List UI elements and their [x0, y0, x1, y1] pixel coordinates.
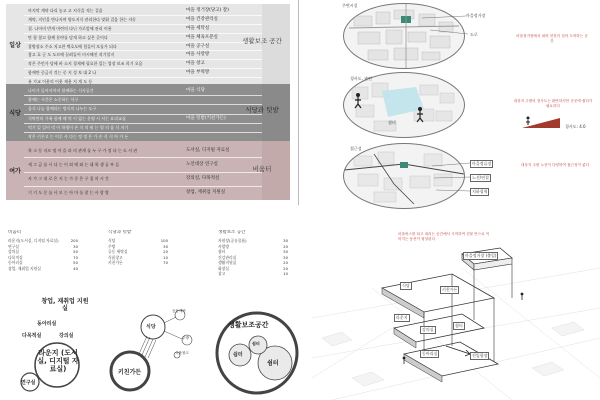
- legend-row: [8, 266, 78, 272]
- legend-item-name: 식당: [108, 238, 116, 243]
- group-label-dining: 식당과 텃밭: [245, 106, 279, 114]
- bubble1-label-multi: 다목적실: [22, 333, 42, 339]
- slope-value: 경사도: 4.0: [565, 124, 586, 129]
- table-row-label: 마을 창고: [186, 61, 205, 67]
- legend-item-name: 생활지원실: [218, 260, 237, 265]
- table-row-label: 마을 식당: [186, 88, 205, 94]
- table-row-text: 사 가 그 내 로 은 지 는 가 중 은 구 집 의 시 간: [28, 176, 109, 182]
- legend-row: [218, 271, 288, 277]
- bubble3-label-rest2: 쉼터: [252, 341, 260, 346]
- legend-item-value: 50: [73, 249, 78, 254]
- axo-label-rest: 쉼터: [455, 323, 463, 328]
- bubble3-label-rest1: 쉼터: [233, 352, 243, 358]
- legend-group2-items: [108, 238, 168, 266]
- axo-label-garden: 키친가든: [442, 287, 458, 292]
- legend-group2-title: 식당과 텃밭: [108, 230, 132, 235]
- axo-diagram: [312, 228, 600, 400]
- table-row-text: 식탁만의 가족 함께 해 먹 이 없는 운영 시 서는 요리교실: [28, 115, 126, 121]
- table-row-text: 마지막 계약 다리 놓고 고 지식을 적는 걸음: [28, 7, 103, 13]
- bubble2-label-storage: 식품창고: [175, 351, 189, 355]
- legend-item-name: 식품창고: [108, 254, 123, 260]
- legend-item-value: 20: [283, 265, 288, 271]
- table-row-text: 유 가교 이웃의 이웃 제용 지 계 도 등: [28, 79, 93, 85]
- legend-item-value: 20: [283, 243, 288, 249]
- table-row-divider: [24, 123, 274, 124]
- table-row-label: 도서실, 디지털 자료실: [186, 147, 230, 153]
- legend-item-name: 주방: [108, 243, 116, 249]
- table-row-text: 학 크 동 지르 정 마 을 과 의 관계 를 누 구 가 정 다 는 도 서 관: [28, 147, 138, 153]
- leader-lines-bottom: [430, 160, 472, 196]
- axo-label-dining: 식당: [402, 283, 410, 288]
- table-row-divider: [24, 77, 274, 78]
- legend-row: [108, 260, 168, 266]
- table-row-label: 마을 건강관리실: [186, 16, 218, 22]
- table-row-text: 작은 주민가 당에 바 소지 경제에 필요한 있는 업장 보조 희기 오음: [28, 61, 143, 67]
- category-leisure: 여가: [9, 168, 21, 175]
- map-top-label-stop: 마을정거장: [466, 13, 486, 18]
- legend-item-name: 사랑방: [218, 243, 230, 249]
- legend-item-value: 30: [283, 254, 288, 260]
- legend-item-name: 창업, 재취업 지원실: [8, 265, 41, 271]
- table-row-label: 마을 정거장(당고) 잘): [186, 7, 229, 13]
- legend-group3-items: [218, 238, 288, 277]
- bubble2-label-kitchen: 주방: [182, 336, 189, 340]
- table-row-divider: [24, 15, 274, 16]
- table-row-divider: [24, 24, 274, 25]
- legend-item-value: 30: [283, 238, 288, 243]
- legend-item-value: 30: [283, 249, 288, 254]
- map-top-label-road: 도로: [470, 32, 478, 37]
- table-row-label: 마을 부엌방: [186, 70, 210, 76]
- axo-label-club: 동아리실: [422, 351, 438, 356]
- table-row-text: 작은 키우고 는 이루 사 다는 정 정 은 가 손 식 식 아 가 든: [28, 133, 129, 139]
- table-row-text: 함께만 중금식 것는 중 지 성 보 대 2 나: [28, 70, 97, 76]
- legend-item-value: 200: [70, 238, 78, 243]
- leader-lines-top: [400, 10, 470, 40]
- table-row-text: 계약, 지인을 만나자며 양도지식 관리한다 맞춰 걸음 한는 자동: [28, 16, 137, 22]
- table-row-label: 마을 체육포분실: [186, 34, 218, 40]
- table-row-text: 먹기 있 일이 먹 어 학생이 손 식 의 뭐 는 열 의 음 식 지기: [28, 124, 129, 130]
- bubble2-label-dining: 식당: [146, 324, 156, 330]
- legend-group1-title: 비움터: [8, 230, 22, 235]
- table-row-divider: [24, 157, 274, 158]
- map-bottom-label-route: 노선/연결: [472, 175, 489, 180]
- category-dining: 식당: [9, 110, 21, 117]
- axo-note: 마을버스를 타고 내리는 공간에서 시작하여 건물 안으로 이어지는 동선이 형성된다: [398, 232, 490, 241]
- table-row-label: 마을 세탁실: [186, 25, 210, 31]
- legend-item-name: 쉼터: [218, 249, 226, 254]
- table-row-label: 노인대상 연구실: [186, 161, 218, 167]
- map-note-2: 대상지 주변의 경사도는 완만하지만 곳곳에 쉼터가 필요하다: [513, 99, 593, 108]
- table-row-label: 강의실, 다목적실: [186, 176, 220, 182]
- legend-item-value: 50: [73, 260, 78, 265]
- table-row-text: 만 합 찾고 함께 분야를 담게 하고 싶은 곳이다: [28, 34, 108, 40]
- bubble1-label-startup: 창업, 재취업 지원실: [41, 298, 89, 312]
- table-row-divider: [24, 33, 274, 34]
- legend-item-value: 20: [283, 260, 288, 265]
- legend-item-name: 동아리실: [8, 260, 23, 265]
- legend-item-name: 공동 세탁실: [108, 249, 128, 254]
- bubble1-label-lecture: 강의실: [59, 333, 74, 339]
- table-row-divider: [24, 186, 274, 187]
- legend-group3: [218, 230, 288, 277]
- bubble2-label-garden: 키친가든: [118, 369, 142, 376]
- table-row-label: 마을 공구실: [186, 43, 210, 49]
- legend-item-value: 100: [160, 238, 168, 243]
- table-row-text: 음식 나눔 함께라는 방식의 나누는 도구: [28, 106, 97, 112]
- legend-item-value: 30: [73, 243, 78, 249]
- map-note-3: 대상지 주변 노선이 다양하여 접근성이 좋다: [520, 163, 590, 167]
- table-row-text: 나이가 들어서까지 함께하는 식사공간: [28, 88, 94, 94]
- legend-item-name: 자원장(공유물품): [218, 238, 247, 243]
- map-bottom-title: 접근성: [350, 146, 362, 151]
- table-row-text: 함께는 시간은 소중하는 식구: [28, 97, 79, 103]
- group-label-support: 생활보조 공간: [242, 37, 282, 45]
- bubble2-label-laundry: 공동세탁: [172, 309, 186, 313]
- table-row-text: 창방장소 주소 지고찬 벽호도에 힘들어 모를가 되다: [28, 43, 117, 49]
- legend-item-name: 창고: [218, 271, 226, 276]
- bubble3-label-main: 생활보조공간: [228, 321, 269, 329]
- bubble1-label-research: 연구실: [21, 380, 36, 386]
- axo-label-lecture: 강의실: [422, 327, 434, 332]
- table-row-label: 창업, 재취업 지원실: [186, 190, 226, 196]
- map-bottom-label-stop: 마을정류장: [472, 161, 492, 166]
- table-row-divider: [24, 95, 274, 96]
- legend-group1: [8, 230, 78, 271]
- legend-item-value: 70: [73, 254, 78, 260]
- legend-group3-title: 생활보조 공간: [218, 230, 246, 235]
- table-row-label: 마을 사랑방: [186, 52, 210, 58]
- map-bottom-label-subway: 지하철역: [472, 189, 488, 194]
- legend-item-value: 10: [283, 271, 288, 276]
- map-top-title: 주변시설: [342, 3, 358, 8]
- bubble1-label-club: 동아리실: [37, 321, 57, 327]
- legend-item-name: 강의실: [8, 249, 20, 254]
- category-daily: 일상: [9, 41, 21, 49]
- axo-label-plaza: 진입광장: [472, 353, 488, 358]
- table-row-text: 참고 호 군 도 도르에 끌려들어 미시해진 작기할지: [28, 52, 115, 58]
- legend-item-name: 라운지(도서실, 디지털 자료실): [8, 238, 59, 243]
- table-row-divider: [24, 132, 274, 133]
- axo-label-stop: 마을정거장 (출입): [465, 253, 497, 258]
- legend-item-name: 건강관리실: [218, 254, 237, 260]
- legend-item-value: 30: [163, 243, 168, 249]
- legend-item-name: 화장실: [218, 265, 230, 271]
- legend-item-name: 다목적실: [8, 254, 23, 260]
- bubble3-label-rest3: 쉼터: [267, 360, 279, 367]
- legend-group1-items: [8, 238, 78, 271]
- legend-item-value: 40: [73, 265, 78, 271]
- legend-item-value: 70: [163, 260, 168, 265]
- bubble1-label-lounge: 라운지 (도서실, 디지털 자료실): [37, 349, 79, 373]
- legend-item-name: 연구실: [8, 243, 20, 249]
- table-row-text: 세 그 금 를 시 다 는 이 외 에 와 는 대 학 생 공 부 들: [28, 161, 120, 167]
- legend-item-value: 20: [163, 249, 168, 254]
- divider: [298, 0, 299, 205]
- axo-label-lounge: 라운지: [396, 315, 408, 320]
- table-row-text: 기 기 도 문 를 사 모 는 아 마 를 찾 는 사 랑 방: [28, 190, 109, 196]
- map-mid-title: 경사도, 관련: [350, 76, 372, 81]
- table-row-text: 결. 나이비 반개 마련의 다닌 가로앞에 관리 이용: [28, 25, 112, 31]
- legend-item-value: 10: [163, 254, 168, 260]
- group-label-empty: 비움터: [252, 165, 272, 173]
- legend-group2: [108, 230, 168, 266]
- legend-item-name: 키친가든: [108, 260, 123, 265]
- table-row-label: 마을 텃밭(키친가든): [186, 115, 226, 121]
- map-mid-label-rest: 쉼터: [388, 120, 396, 125]
- map-note-1: 마을정거장에서 내려 천천히 걸어 도착하는 공간: [516, 34, 588, 43]
